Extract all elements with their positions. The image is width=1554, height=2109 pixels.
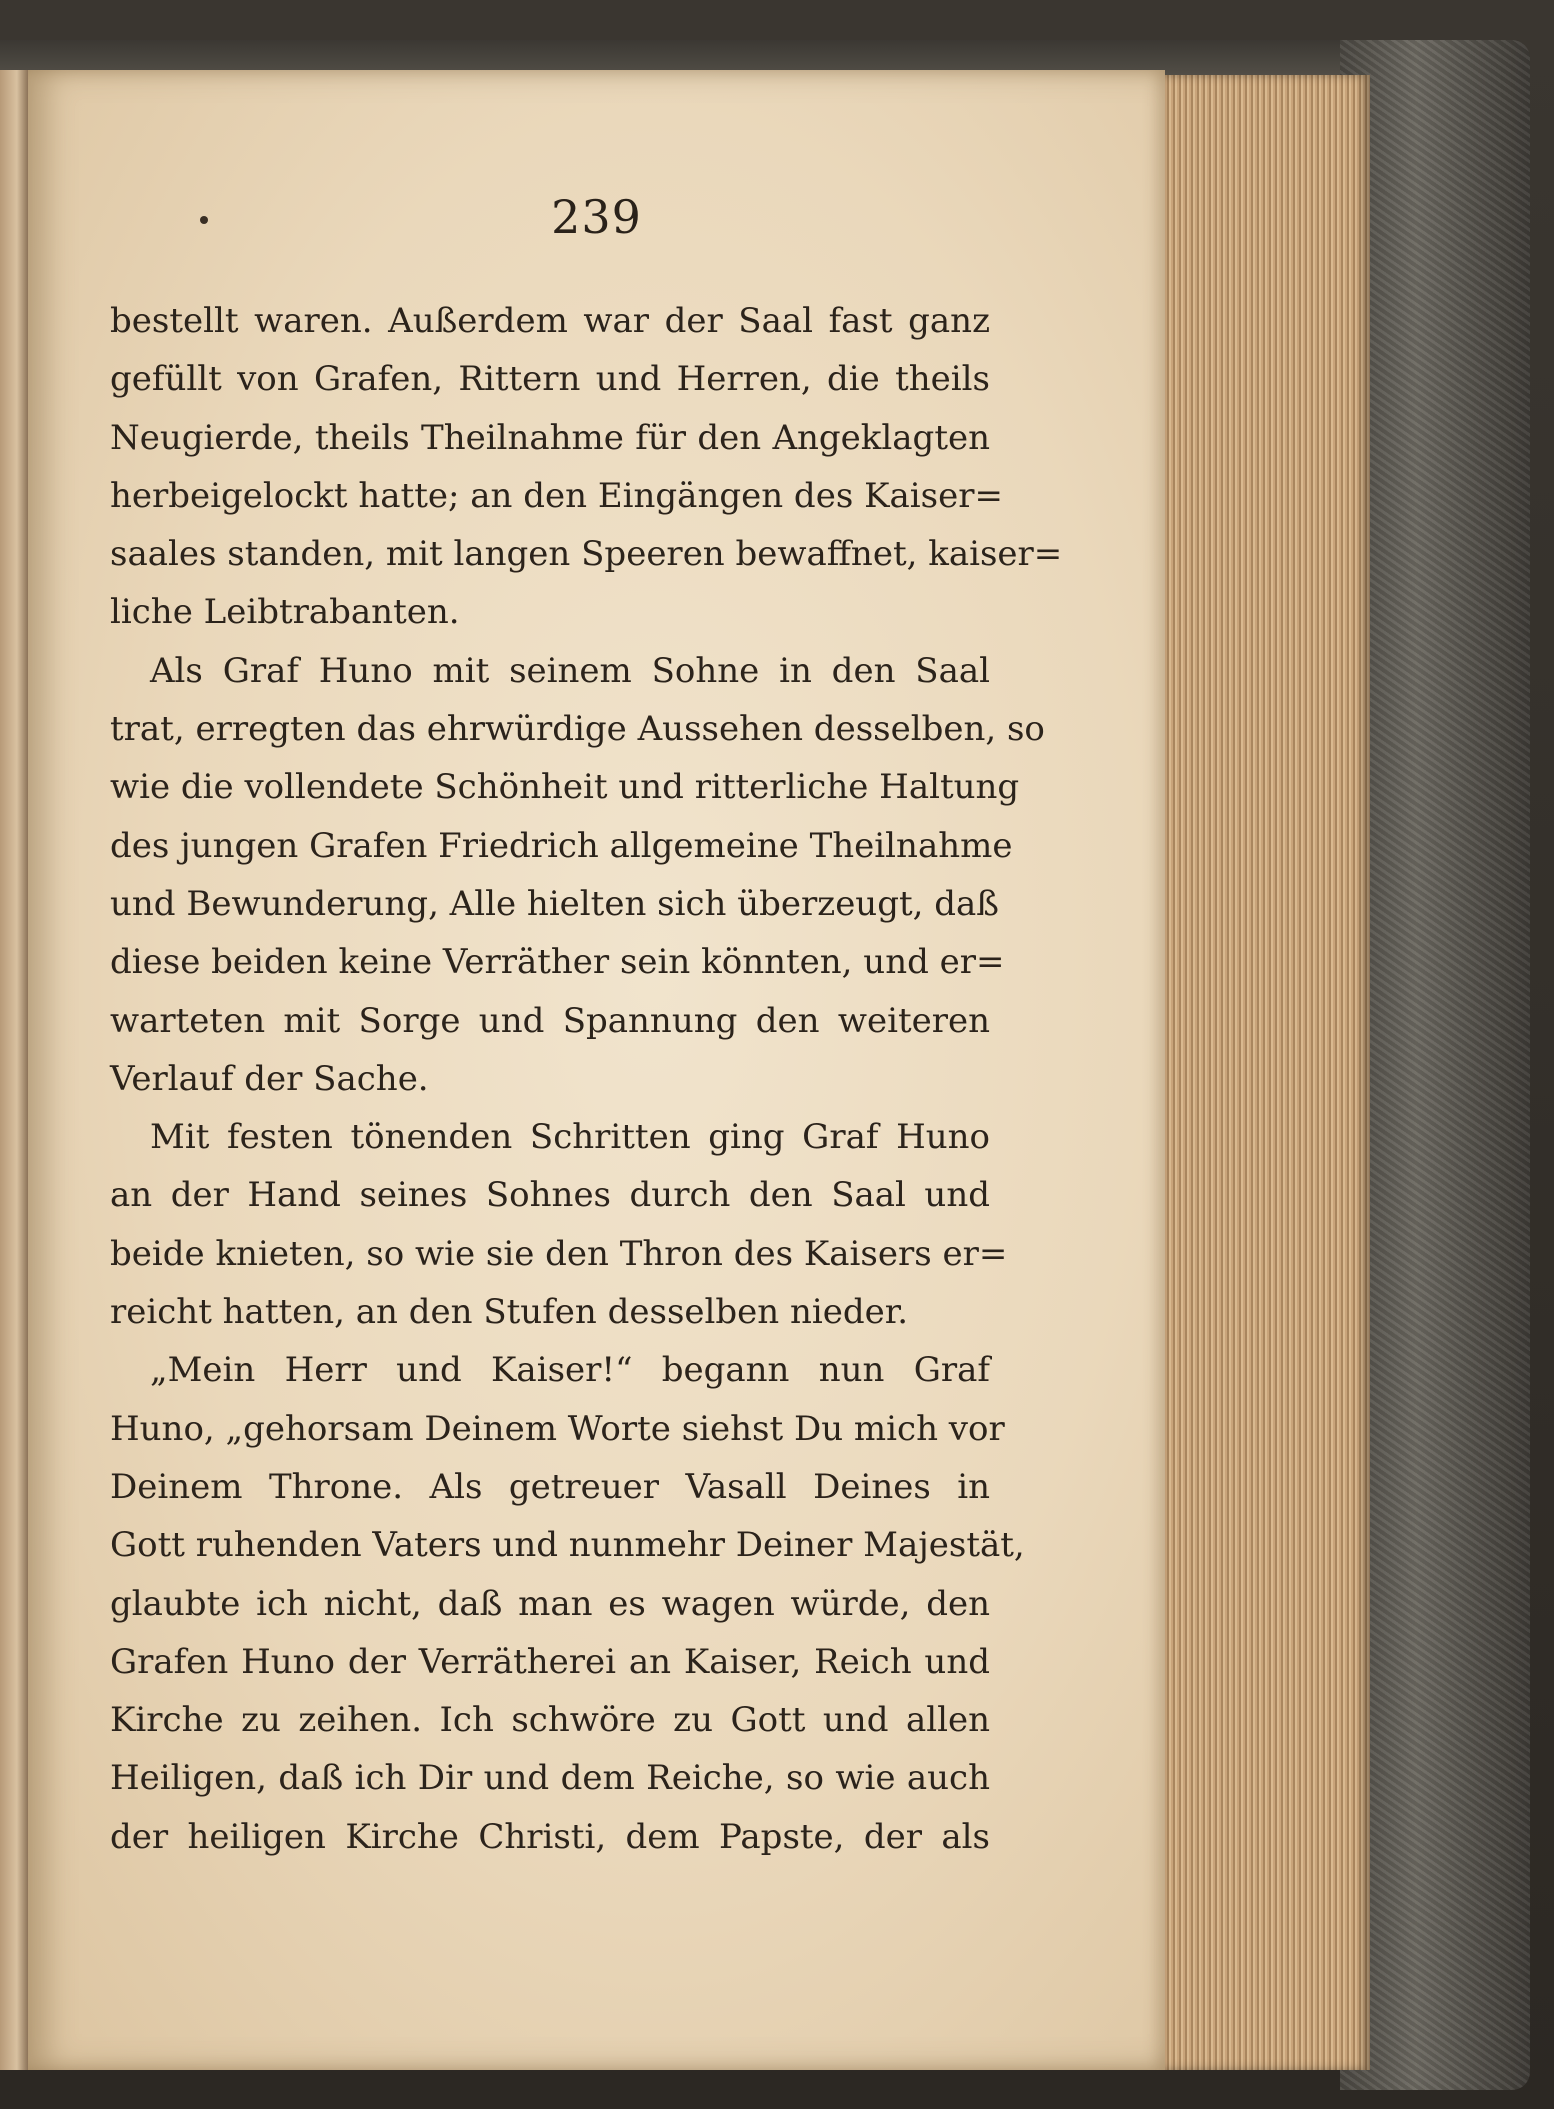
text-line: Neugierde, theils Theilnahme für den Angeklagten <box>110 417 990 458</box>
text-line: beide knieten, so wie sie den Thron des Kaisers er= <box>110 1233 1008 1274</box>
page-edges <box>1165 75 1370 2070</box>
text-line: warteten mit Sorge und Spannung den weiteren <box>110 1000 990 1041</box>
text-line: glaubte ich nicht, daß man es wagen würde, den <box>110 1583 990 1624</box>
text-line: gefüllt von Grafen, Rittern und Herren, die theils <box>110 359 990 400</box>
text-line: Heiligen, daß ich Dir und dem Reiche, so wie auch <box>110 1758 990 1799</box>
text-line: Grafen Huno der Verrätherei an Kaiser, Reich und <box>110 1641 990 1682</box>
text-line: herbeigelockt hatte; an den Eingängen des Kaiser= <box>110 475 1003 516</box>
text-line: saales standen, mit langen Speeren bewaffnet, kaiser= <box>110 534 1063 575</box>
text-line: Als Graf Huno mit seinem Sohne in den Saal <box>150 650 990 691</box>
text-line: und Bewunderung, Alle hielten sich überzeugt, daß <box>110 883 999 924</box>
text-line: trat, erregten das ehrwürdige Aussehen desselben, so <box>110 709 1045 750</box>
previous-page-edge <box>0 70 28 2070</box>
text-line: bestellt waren. Außerdem war der Saal fast ganz <box>110 301 990 341</box>
text-line: Huno, „gehorsam Deinem Worte siehst Du mich vor <box>110 1408 1005 1449</box>
text-line: Verlauf der Sache. <box>110 1058 429 1099</box>
text-line: an der Hand seines Sohnes durch den Saal und <box>110 1175 990 1216</box>
text-line: des jungen Grafen Friedrich allgemeine Theilnahme <box>110 825 1013 866</box>
text-line: wie die vollendete Schönheit und ritterliche Haltung <box>110 767 1020 808</box>
text-line: liche Leibtrabanten. <box>110 592 460 633</box>
text-line: Deinem Throne. Als getreuer Vasall Deines in <box>110 1466 990 1507</box>
page-text <box>110 292 1063 1866</box>
page-number: 239 <box>551 190 642 244</box>
text-line: der heiligen Kirche Christi, dem Papste, der als <box>110 1816 990 1857</box>
text-line: Mit festen tönenden Schritten ging Graf Huno <box>150 1117 990 1158</box>
text-line: „Mein Herr und Kaiser!“ begann nun Graf <box>150 1350 990 1391</box>
text-line: diese beiden keine Verräther sein könnten, und er= <box>110 942 1005 983</box>
book-page <box>28 70 1165 2070</box>
text-line: reicht hatten, an den Stufen desselben nieder. <box>110 1292 909 1333</box>
text-line: Gott ruhenden Vaters und nunmehr Deiner Majestät, <box>110 1525 1025 1566</box>
text-line: Kirche zu zeihen. Ich schwöre zu Gott und allen <box>110 1700 990 1741</box>
